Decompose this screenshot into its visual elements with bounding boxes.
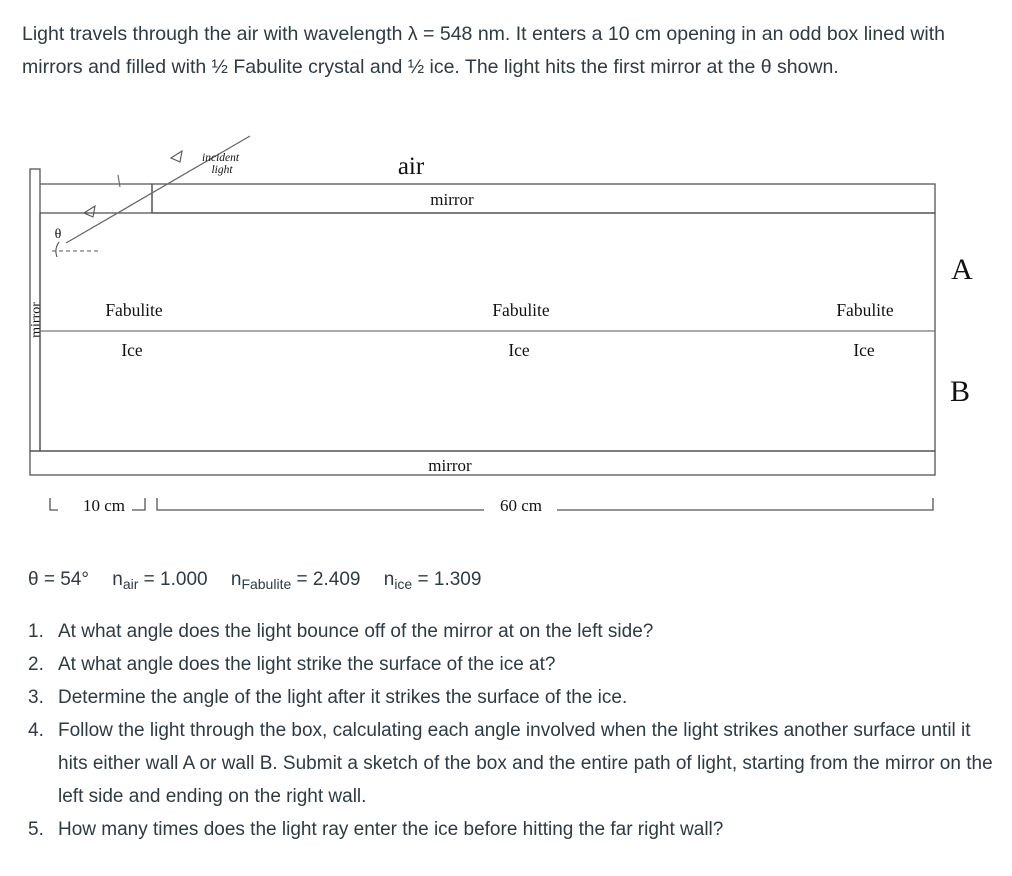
- mirror-bottom-label: mirror: [428, 456, 472, 475]
- ice-label-2: Ice: [508, 340, 530, 360]
- given-n-air: $n_{air} = 1.000$: [112, 569, 208, 592]
- question-item: 3. Determine the angle of the light after it strikes the surface of the ice.: [28, 687, 628, 708]
- box-outline: [40, 213, 935, 451]
- given-n-fabulite: $n_{Fabulite} = 2.409$: [230, 569, 361, 592]
- fabulite-label-2: Fabulite: [492, 300, 550, 320]
- ray-arrow-lower: [84, 206, 95, 217]
- dim-length-left: [157, 498, 484, 510]
- air-label: air: [397, 153, 425, 180]
- question-item: 4. Follow the light through the box, calculating each angle involved when the light strikes another surface until it hits either wall A or wall B. Submit a sketch of the box and the entire path of light, starting from the mirror on the left side and ending on the right wall.: [28, 720, 993, 807]
- given-n-ice: $n_{ice} = 1.309$: [383, 569, 482, 592]
- dim-opening-label: 10 cm: [82, 496, 126, 515]
- theta-arc: [56, 242, 59, 257]
- bottom-mirror: [30, 451, 935, 475]
- question-item: 2. At what angle does the light strike the surface of the ice at?: [28, 654, 556, 675]
- dim-opening-line: [50, 498, 58, 510]
- fabulite-label-1: Fabulite: [105, 300, 163, 320]
- dim-length-right: [557, 498, 933, 510]
- dim-opening-right: [132, 498, 145, 510]
- question-list: [28, 615, 1003, 846]
- ray-tick: [118, 175, 120, 187]
- problem-intro: Light travels through the air with wavelength λ = 548 nm. It enters a 10 cm opening in an odd box lined with mirrors and filled with ½ Fabulite crystal and ½ ice. The light hits the first mirror at the θ shown.: [22, 23, 946, 78]
- mirror-left-label: mirror: [29, 302, 44, 338]
- ice-label-1: Ice: [121, 340, 143, 360]
- ray-arrow-upper: [171, 151, 182, 162]
- wall-b-label: B: [949, 375, 971, 408]
- given-theta: θ = 54°: [28, 569, 89, 590]
- incident-light-label: incident light: [202, 152, 240, 176]
- wall-a-label: A: [951, 253, 973, 286]
- question-item: 1. At what angle does the light bounce off of the mirror at on the left side?: [28, 621, 654, 642]
- ice-label-3: Ice: [853, 340, 875, 360]
- top-mirror: [152, 184, 935, 213]
- theta-label: θ: [54, 227, 62, 242]
- fabulite-label-3: Fabulite: [836, 300, 894, 320]
- question-item: 5. How many times does the light ray enter the ice before hitting the far right wall?: [28, 819, 724, 840]
- mirror-top-label: mirror: [430, 190, 474, 209]
- given-values: [28, 569, 499, 592]
- dim-length-label: 60 cm: [499, 496, 543, 515]
